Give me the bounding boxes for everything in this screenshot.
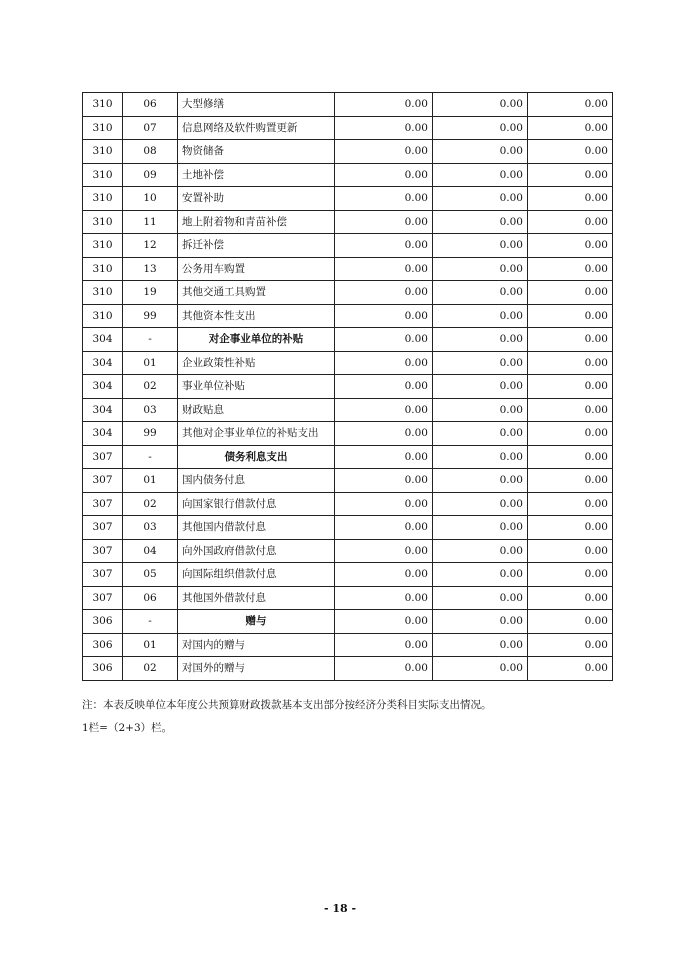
amount-basic-cell: 0.00 — [433, 633, 528, 657]
amount-total-cell: 0.00 — [335, 163, 433, 187]
amount-total-cell: 0.00 — [335, 210, 433, 234]
item-name-cell: 向国家银行借款付息 — [178, 492, 335, 516]
amount-other-cell: 0.00 — [528, 539, 613, 563]
amount-other-cell: 0.00 — [528, 398, 613, 422]
amount-basic-cell: 0.00 — [433, 351, 528, 375]
amount-total-cell: 0.00 — [335, 234, 433, 258]
class-code-cell: 310 — [83, 257, 123, 281]
table-row — [83, 516, 613, 540]
table-row — [83, 469, 613, 493]
item-name-cell: 安置补助 — [178, 187, 335, 211]
amount-basic-cell: 0.00 — [433, 93, 528, 117]
table-row — [83, 257, 613, 281]
amount-basic-cell: 0.00 — [433, 398, 528, 422]
category-heading-cell: 赠与 — [178, 610, 335, 634]
amount-total-cell: 0.00 — [335, 563, 433, 587]
amount-other-cell: 0.00 — [528, 210, 613, 234]
amount-other-cell: 0.00 — [528, 633, 613, 657]
class-code-cell: 304 — [83, 398, 123, 422]
amount-total-cell: 0.00 — [335, 328, 433, 352]
amount-total-cell: 0.00 — [335, 140, 433, 164]
item-code-cell: 06 — [123, 586, 178, 610]
amount-other-cell: 0.00 — [528, 375, 613, 399]
amount-total-cell: 0.00 — [335, 257, 433, 281]
item-code-cell: 08 — [123, 140, 178, 164]
item-name-cell: 物资储备 — [178, 140, 335, 164]
class-code-cell: 304 — [83, 351, 123, 375]
amount-other-cell: 0.00 — [528, 93, 613, 117]
item-code-cell: 02 — [123, 375, 178, 399]
item-code-cell: - — [123, 610, 178, 634]
item-code-cell: 10 — [123, 187, 178, 211]
item-name-cell: 财政贴息 — [178, 398, 335, 422]
item-code-cell: 09 — [123, 163, 178, 187]
item-code-cell: 01 — [123, 351, 178, 375]
item-code-cell: 12 — [123, 234, 178, 258]
table-row — [83, 539, 613, 563]
table-row — [83, 657, 613, 681]
amount-total-cell: 0.00 — [335, 657, 433, 681]
item-name-cell: 企业政策性补贴 — [178, 351, 335, 375]
amount-basic-cell: 0.00 — [433, 516, 528, 540]
table-row — [83, 328, 613, 352]
table-row — [83, 281, 613, 305]
amount-total-cell: 0.00 — [335, 304, 433, 328]
class-code-cell: 310 — [83, 140, 123, 164]
item-code-cell: 99 — [123, 422, 178, 446]
class-code-cell: 310 — [83, 234, 123, 258]
amount-total-cell: 0.00 — [335, 187, 433, 211]
class-code-cell: 307 — [83, 586, 123, 610]
class-code-cell: 307 — [83, 492, 123, 516]
amount-total-cell: 0.00 — [335, 586, 433, 610]
amount-basic-cell: 0.00 — [433, 234, 528, 258]
item-name-cell: 公务用车购置 — [178, 257, 335, 281]
expenditure-table — [82, 92, 613, 681]
item-name-cell: 对国外的赠与 — [178, 657, 335, 681]
item-name-cell: 其他对企事业单位的补贴支出 — [178, 422, 335, 446]
table-row — [83, 633, 613, 657]
amount-total-cell: 0.00 — [335, 610, 433, 634]
item-name-cell: 其他国外借款付息 — [178, 586, 335, 610]
class-code-cell: 307 — [83, 516, 123, 540]
item-name-cell: 地上附着物和青苗补偿 — [178, 210, 335, 234]
table-row — [83, 93, 613, 117]
item-code-cell: 03 — [123, 516, 178, 540]
amount-total-cell: 0.00 — [335, 445, 433, 469]
item-code-cell: 02 — [123, 657, 178, 681]
table-row — [83, 304, 613, 328]
table-row — [83, 492, 613, 516]
item-code-cell: 11 — [123, 210, 178, 234]
amount-other-cell: 0.00 — [528, 328, 613, 352]
table-row — [83, 234, 613, 258]
item-code-cell: 01 — [123, 469, 178, 493]
amount-basic-cell: 0.00 — [433, 445, 528, 469]
amount-total-cell: 0.00 — [335, 116, 433, 140]
amount-basic-cell: 0.00 — [433, 610, 528, 634]
amount-basic-cell: 0.00 — [433, 281, 528, 305]
amount-other-cell: 0.00 — [528, 187, 613, 211]
item-code-cell: 05 — [123, 563, 178, 587]
table-row — [83, 187, 613, 211]
class-code-cell: 310 — [83, 93, 123, 117]
amount-basic-cell: 0.00 — [433, 304, 528, 328]
item-name-cell: 向国际组织借款付息 — [178, 563, 335, 587]
page-number: - 18 - — [323, 902, 357, 915]
item-name-cell: 其他交通工具购置 — [178, 281, 335, 305]
amount-basic-cell: 0.00 — [433, 140, 528, 164]
table-note: 注：本表反映单位本年度公共预算财政拨款基本支出部分按经济分类科目实际支出情况。 — [82, 699, 492, 711]
amount-basic-cell: 0.00 — [433, 210, 528, 234]
amount-total-cell: 0.00 — [335, 422, 433, 446]
table-row — [83, 563, 613, 587]
item-name-cell: 拆迁补偿 — [178, 234, 335, 258]
item-name-cell: 其他资本性支出 — [178, 304, 335, 328]
category-heading-cell: 对企事业单位的补贴 — [178, 328, 335, 352]
amount-total-cell: 0.00 — [335, 633, 433, 657]
amount-other-cell: 0.00 — [528, 516, 613, 540]
amount-total-cell: 0.00 — [335, 351, 433, 375]
amount-other-cell: 0.00 — [528, 281, 613, 305]
item-code-cell: 99 — [123, 304, 178, 328]
amount-basic-cell: 0.00 — [433, 539, 528, 563]
item-code-cell: 07 — [123, 116, 178, 140]
item-code-cell: 02 — [123, 492, 178, 516]
table-row — [83, 586, 613, 610]
amount-basic-cell: 0.00 — [433, 187, 528, 211]
table-row — [83, 210, 613, 234]
amount-basic-cell: 0.00 — [433, 586, 528, 610]
amount-other-cell: 0.00 — [528, 163, 613, 187]
amount-total-cell: 0.00 — [335, 469, 433, 493]
class-code-cell: 304 — [83, 375, 123, 399]
amount-basic-cell: 0.00 — [433, 492, 528, 516]
item-code-cell: - — [123, 445, 178, 469]
class-code-cell: 306 — [83, 633, 123, 657]
item-code-cell: 04 — [123, 539, 178, 563]
class-code-cell: 306 — [83, 610, 123, 634]
amount-basic-cell: 0.00 — [433, 422, 528, 446]
item-code-cell: 13 — [123, 257, 178, 281]
amount-other-cell: 0.00 — [528, 657, 613, 681]
class-code-cell: 310 — [83, 281, 123, 305]
class-code-cell: 304 — [83, 422, 123, 446]
table-row — [83, 445, 613, 469]
item-name-cell: 其他国内借款付息 — [178, 516, 335, 540]
item-name-cell: 大型修缮 — [178, 93, 335, 117]
amount-total-cell: 0.00 — [335, 516, 433, 540]
item-code-cell: 03 — [123, 398, 178, 422]
item-name-cell: 对国内的赠与 — [178, 633, 335, 657]
item-name-cell: 土地补偿 — [178, 163, 335, 187]
class-code-cell: 310 — [83, 304, 123, 328]
amount-other-cell: 0.00 — [528, 257, 613, 281]
amount-other-cell: 0.00 — [528, 610, 613, 634]
amount-basic-cell: 0.00 — [433, 657, 528, 681]
item-code-cell: 01 — [123, 633, 178, 657]
table-row — [83, 610, 613, 634]
item-name-cell: 信息网络及软件购置更新 — [178, 116, 335, 140]
amount-other-cell: 0.00 — [528, 234, 613, 258]
class-code-cell: 310 — [83, 187, 123, 211]
amount-other-cell: 0.00 — [528, 445, 613, 469]
category-heading-cell: 债务利息支出 — [178, 445, 335, 469]
class-code-cell: 310 — [83, 116, 123, 140]
amount-basic-cell: 0.00 — [433, 163, 528, 187]
amount-basic-cell: 0.00 — [433, 375, 528, 399]
amount-basic-cell: 0.00 — [433, 116, 528, 140]
item-name-cell: 国内债务付息 — [178, 469, 335, 493]
amount-basic-cell: 0.00 — [433, 469, 528, 493]
amount-other-cell: 0.00 — [528, 351, 613, 375]
table-row — [83, 375, 613, 399]
amount-other-cell: 0.00 — [528, 492, 613, 516]
amount-total-cell: 0.00 — [335, 93, 433, 117]
amount-total-cell: 0.00 — [335, 281, 433, 305]
amount-other-cell: 0.00 — [528, 469, 613, 493]
amount-other-cell: 0.00 — [528, 140, 613, 164]
item-code-cell: 06 — [123, 93, 178, 117]
amount-total-cell: 0.00 — [335, 492, 433, 516]
amount-total-cell: 0.00 — [335, 398, 433, 422]
class-code-cell: 307 — [83, 469, 123, 493]
class-code-cell: 307 — [83, 445, 123, 469]
amount-other-cell: 0.00 — [528, 563, 613, 587]
amount-total-cell: 0.00 — [335, 539, 433, 563]
item-name-cell: 事业单位补贴 — [178, 375, 335, 399]
column-formula-note: 1栏=（2+3）栏。 — [82, 722, 173, 734]
item-code-cell: 19 — [123, 281, 178, 305]
amount-basic-cell: 0.00 — [433, 563, 528, 587]
class-code-cell: 307 — [83, 563, 123, 587]
table-body — [83, 93, 613, 681]
class-code-cell: 310 — [83, 210, 123, 234]
table-row — [83, 351, 613, 375]
amount-other-cell: 0.00 — [528, 304, 613, 328]
amount-total-cell: 0.00 — [335, 375, 433, 399]
amount-other-cell: 0.00 — [528, 586, 613, 610]
amount-other-cell: 0.00 — [528, 116, 613, 140]
class-code-cell: 307 — [83, 539, 123, 563]
item-name-cell: 向外国政府借款付息 — [178, 539, 335, 563]
class-code-cell: 310 — [83, 163, 123, 187]
amount-basic-cell: 0.00 — [433, 257, 528, 281]
table-row — [83, 140, 613, 164]
class-code-cell: 304 — [83, 328, 123, 352]
table-row — [83, 398, 613, 422]
table-row — [83, 422, 613, 446]
class-code-cell: 306 — [83, 657, 123, 681]
table-row — [83, 163, 613, 187]
amount-other-cell: 0.00 — [528, 422, 613, 446]
amount-basic-cell: 0.00 — [433, 328, 528, 352]
item-code-cell: - — [123, 328, 178, 352]
table-row — [83, 116, 613, 140]
